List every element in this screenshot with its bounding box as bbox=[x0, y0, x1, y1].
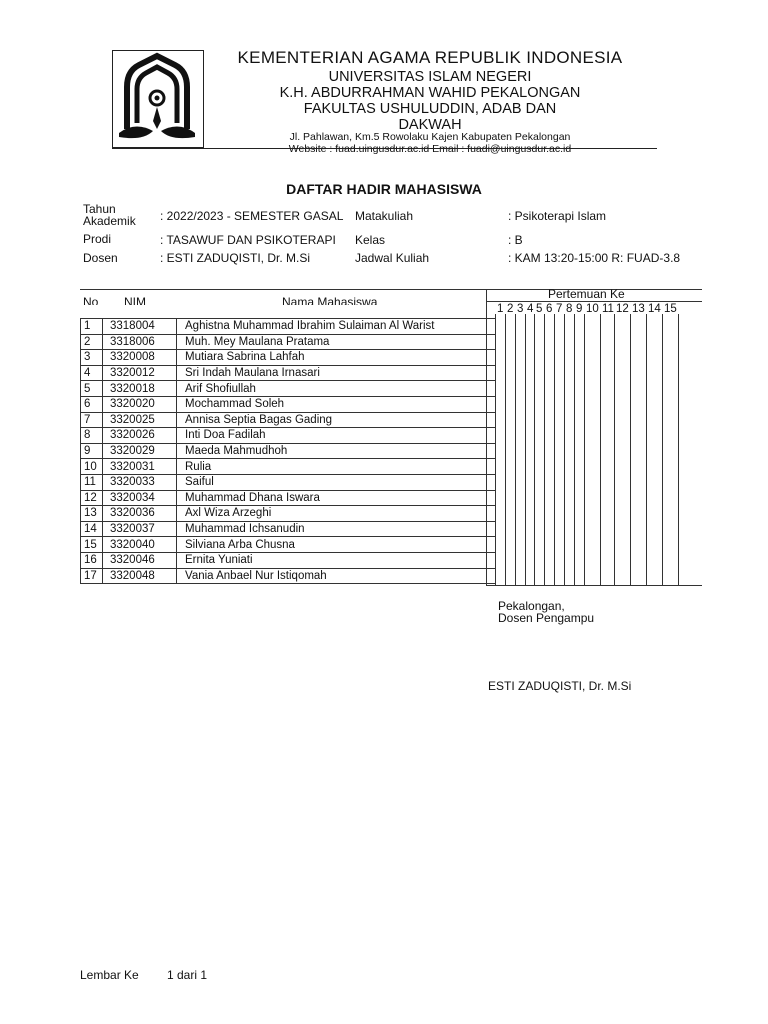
table-row bbox=[81, 537, 496, 553]
kelas-value: : B bbox=[508, 233, 523, 247]
attendance-bottom-rule bbox=[486, 585, 702, 586]
jadwal-value: : KAM 13:20-15:00 R: FUAD-3.8 bbox=[508, 251, 681, 265]
attendance-column-line bbox=[584, 314, 585, 585]
meeting-number: 2 bbox=[507, 303, 514, 315]
university-name: K.H. ABDURRAHMAN WAHID PEKALONGAN bbox=[279, 85, 581, 101]
attendance-column-line bbox=[662, 314, 663, 585]
cell-no: 17 bbox=[81, 568, 103, 584]
meeting-number: 13 bbox=[632, 303, 645, 315]
cell-nama: Rulia bbox=[177, 459, 496, 475]
cell-nama: Mochammad Soleh bbox=[177, 396, 496, 412]
cell-no: 15 bbox=[81, 537, 103, 553]
meeting-number: 15 bbox=[664, 303, 677, 315]
meeting-number: 9 bbox=[576, 303, 583, 315]
cell-nim: 3320026 bbox=[103, 428, 177, 444]
pertemuan-rule bbox=[486, 301, 702, 302]
cell-nim: 3320036 bbox=[103, 506, 177, 522]
attendance-column-line bbox=[678, 314, 679, 585]
meeting-number: 11 bbox=[602, 303, 614, 315]
cell-nim: 3318006 bbox=[103, 334, 177, 350]
table-row bbox=[81, 350, 496, 366]
table-row bbox=[81, 490, 496, 506]
table-row bbox=[81, 412, 496, 428]
cell-nama: Aghistna Muhammad Ibrahim Sulaiman Al Warist bbox=[177, 319, 496, 335]
meeting-number: 12 bbox=[616, 303, 629, 315]
cell-no: 16 bbox=[81, 552, 103, 568]
cell-nim: 3320012 bbox=[103, 365, 177, 381]
cell-nim: 3320040 bbox=[103, 537, 177, 553]
meeting-number: 3 bbox=[517, 303, 524, 315]
pertemuan-header: Pertemuan Ke bbox=[548, 287, 625, 301]
cell-nim: 3320025 bbox=[103, 412, 177, 428]
page-title: DAFTAR HADIR MAHASISWA bbox=[286, 181, 482, 197]
cell-no: 2 bbox=[81, 334, 103, 350]
cell-nim: 3320029 bbox=[103, 443, 177, 459]
university-logo bbox=[112, 50, 204, 148]
tahun-label: Tahun bbox=[83, 202, 116, 216]
matkul-value: : Psikoterapi Islam bbox=[508, 209, 607, 223]
cell-no: 14 bbox=[81, 521, 103, 537]
attendance-column-line bbox=[574, 314, 575, 585]
cell-no: 4 bbox=[81, 365, 103, 381]
matkul-label: Matakuliah bbox=[355, 209, 414, 223]
ministry-title: KEMENTERIAN AGAMA REPUBLIK INDONESIA bbox=[237, 48, 623, 67]
cell-nama: Muhammad Dhana Iswara bbox=[177, 490, 496, 506]
faculty-line: FAKULTAS USHULUDDIN, ADAB DAN bbox=[303, 101, 557, 117]
cell-no: 13 bbox=[81, 506, 103, 522]
cell-no: 6 bbox=[81, 396, 103, 412]
akademik-label: Akademik bbox=[83, 214, 136, 228]
dosen-label: Dosen bbox=[83, 251, 118, 265]
cell-nama: Ernita Yuniati bbox=[177, 552, 496, 568]
university-line: UNIVERSITAS ISLAM NEGERI bbox=[328, 69, 532, 85]
attendance-column-line bbox=[554, 314, 555, 585]
cell-no: 5 bbox=[81, 381, 103, 397]
attendance-column-line bbox=[534, 314, 535, 585]
attendance-column-line bbox=[525, 314, 526, 585]
attendance-column-line bbox=[564, 314, 565, 585]
attendance-column-line bbox=[646, 314, 647, 585]
jadwal-label: Jadwal Kuliah bbox=[355, 251, 430, 265]
cell-nama: Annisa Septia Bagas Gading bbox=[177, 412, 496, 428]
cell-no: 8 bbox=[81, 428, 103, 444]
cell-nim: 3320031 bbox=[103, 459, 177, 475]
meeting-number: 10 bbox=[586, 303, 599, 315]
prodi-label: Prodi bbox=[83, 232, 112, 246]
cell-nim: 3320046 bbox=[103, 552, 177, 568]
table-row bbox=[81, 521, 496, 537]
cell-nama: Silviana Arba Chusna bbox=[177, 537, 496, 553]
table-row bbox=[81, 381, 496, 397]
col-nim-header: NIM bbox=[124, 296, 146, 305]
signature-name: ESTI ZADUQISTI, Dr. M.Si bbox=[488, 679, 632, 693]
meeting-number: 6 bbox=[546, 303, 553, 315]
attendance-column-line bbox=[505, 314, 506, 585]
lembar-label: Lembar Ke bbox=[80, 968, 139, 982]
table-row bbox=[81, 365, 496, 381]
cell-nama: Maeda Mahmudhoh bbox=[177, 443, 496, 459]
table-row bbox=[81, 334, 496, 350]
meeting-number: 8 bbox=[566, 303, 573, 315]
cell-nama: Muhammad Ichsanudin bbox=[177, 521, 496, 537]
cell-nama: Sri Indah Maulana Irnasari bbox=[177, 365, 496, 381]
cell-nama: Mutiara Sabrina Lahfah bbox=[177, 350, 496, 366]
attendance-column-line bbox=[544, 314, 545, 585]
cell-nim: 3320048 bbox=[103, 568, 177, 584]
table-row bbox=[81, 474, 496, 490]
attendance-column-line bbox=[614, 314, 615, 585]
col-nama-header: Nama Mahasiswa bbox=[282, 296, 378, 305]
meeting-number: 5 bbox=[536, 303, 543, 315]
address: Jl. Pahlawan, Km.5 Rowolaku Kajen Kabupaten Pekalongan bbox=[289, 131, 571, 143]
signature-role: Dosen Pengampu bbox=[498, 611, 595, 625]
cell-nama: Inti Doa Fadilah bbox=[177, 428, 496, 444]
attendance-column-line bbox=[630, 314, 631, 585]
tahun-value: : 2022/2023 - SEMESTER GASAL bbox=[160, 209, 344, 223]
attendance-column-line bbox=[600, 314, 601, 585]
cell-nim: 3320020 bbox=[103, 396, 177, 412]
lembar-value: 1 dari 1 bbox=[167, 968, 208, 982]
cell-nama: Arif Shofiullah bbox=[177, 381, 496, 397]
cell-no: 3 bbox=[81, 350, 103, 366]
website: Website : fuad.uingusdur.ac.id Email : fuadi@uingusdur.ac.id bbox=[288, 143, 572, 155]
cell-nama: Vania Anbael Nur Istiqomah bbox=[177, 568, 496, 584]
attendance-column-line bbox=[515, 314, 516, 585]
table-row bbox=[81, 443, 496, 459]
table-row bbox=[81, 552, 496, 568]
cell-no: 7 bbox=[81, 412, 103, 428]
cell-nim: 3318004 bbox=[103, 319, 177, 335]
prodi-value: : TASAWUF DAN PSIKOTERAPI bbox=[160, 233, 336, 247]
col-no-header: No bbox=[83, 296, 99, 305]
faculty-line-2: DAKWAH bbox=[398, 117, 462, 133]
meeting-number: 4 bbox=[527, 303, 534, 315]
signature-place: Pekalongan, bbox=[498, 599, 565, 613]
meeting-number: 1 bbox=[497, 303, 504, 315]
cell-nim: 3320037 bbox=[103, 521, 177, 537]
header-divider bbox=[112, 148, 657, 149]
cell-no: 10 bbox=[81, 459, 103, 475]
cell-nama: Muh. Mey Maulana Pratama bbox=[177, 334, 496, 350]
table-row bbox=[81, 319, 496, 335]
meeting-number: 7 bbox=[556, 303, 563, 315]
cell-nim: 3320018 bbox=[103, 381, 177, 397]
uin-gusdur-logo-icon bbox=[113, 51, 202, 146]
cell-no: 12 bbox=[81, 490, 103, 506]
table-row bbox=[81, 459, 496, 475]
cell-no: 11 bbox=[81, 474, 103, 490]
meeting-number: 14 bbox=[648, 303, 661, 315]
cell-nama: Saiful bbox=[177, 474, 496, 490]
cell-nim: 3320008 bbox=[103, 350, 177, 366]
cell-nim: 3320034 bbox=[103, 490, 177, 506]
table-row bbox=[81, 506, 496, 522]
cell-no: 1 bbox=[81, 319, 103, 335]
cell-nama: Axl Wiza Arzeghi bbox=[177, 506, 496, 522]
dosen-value: : ESTI ZADUQISTI, Dr. M.Si bbox=[160, 251, 311, 265]
student-table bbox=[80, 318, 496, 584]
table-row bbox=[81, 396, 496, 412]
cell-no: 9 bbox=[81, 443, 103, 459]
table-row bbox=[81, 428, 496, 444]
table-row bbox=[81, 568, 496, 584]
cell-nim: 3320033 bbox=[103, 474, 177, 490]
kelas-label: Kelas bbox=[355, 233, 386, 247]
